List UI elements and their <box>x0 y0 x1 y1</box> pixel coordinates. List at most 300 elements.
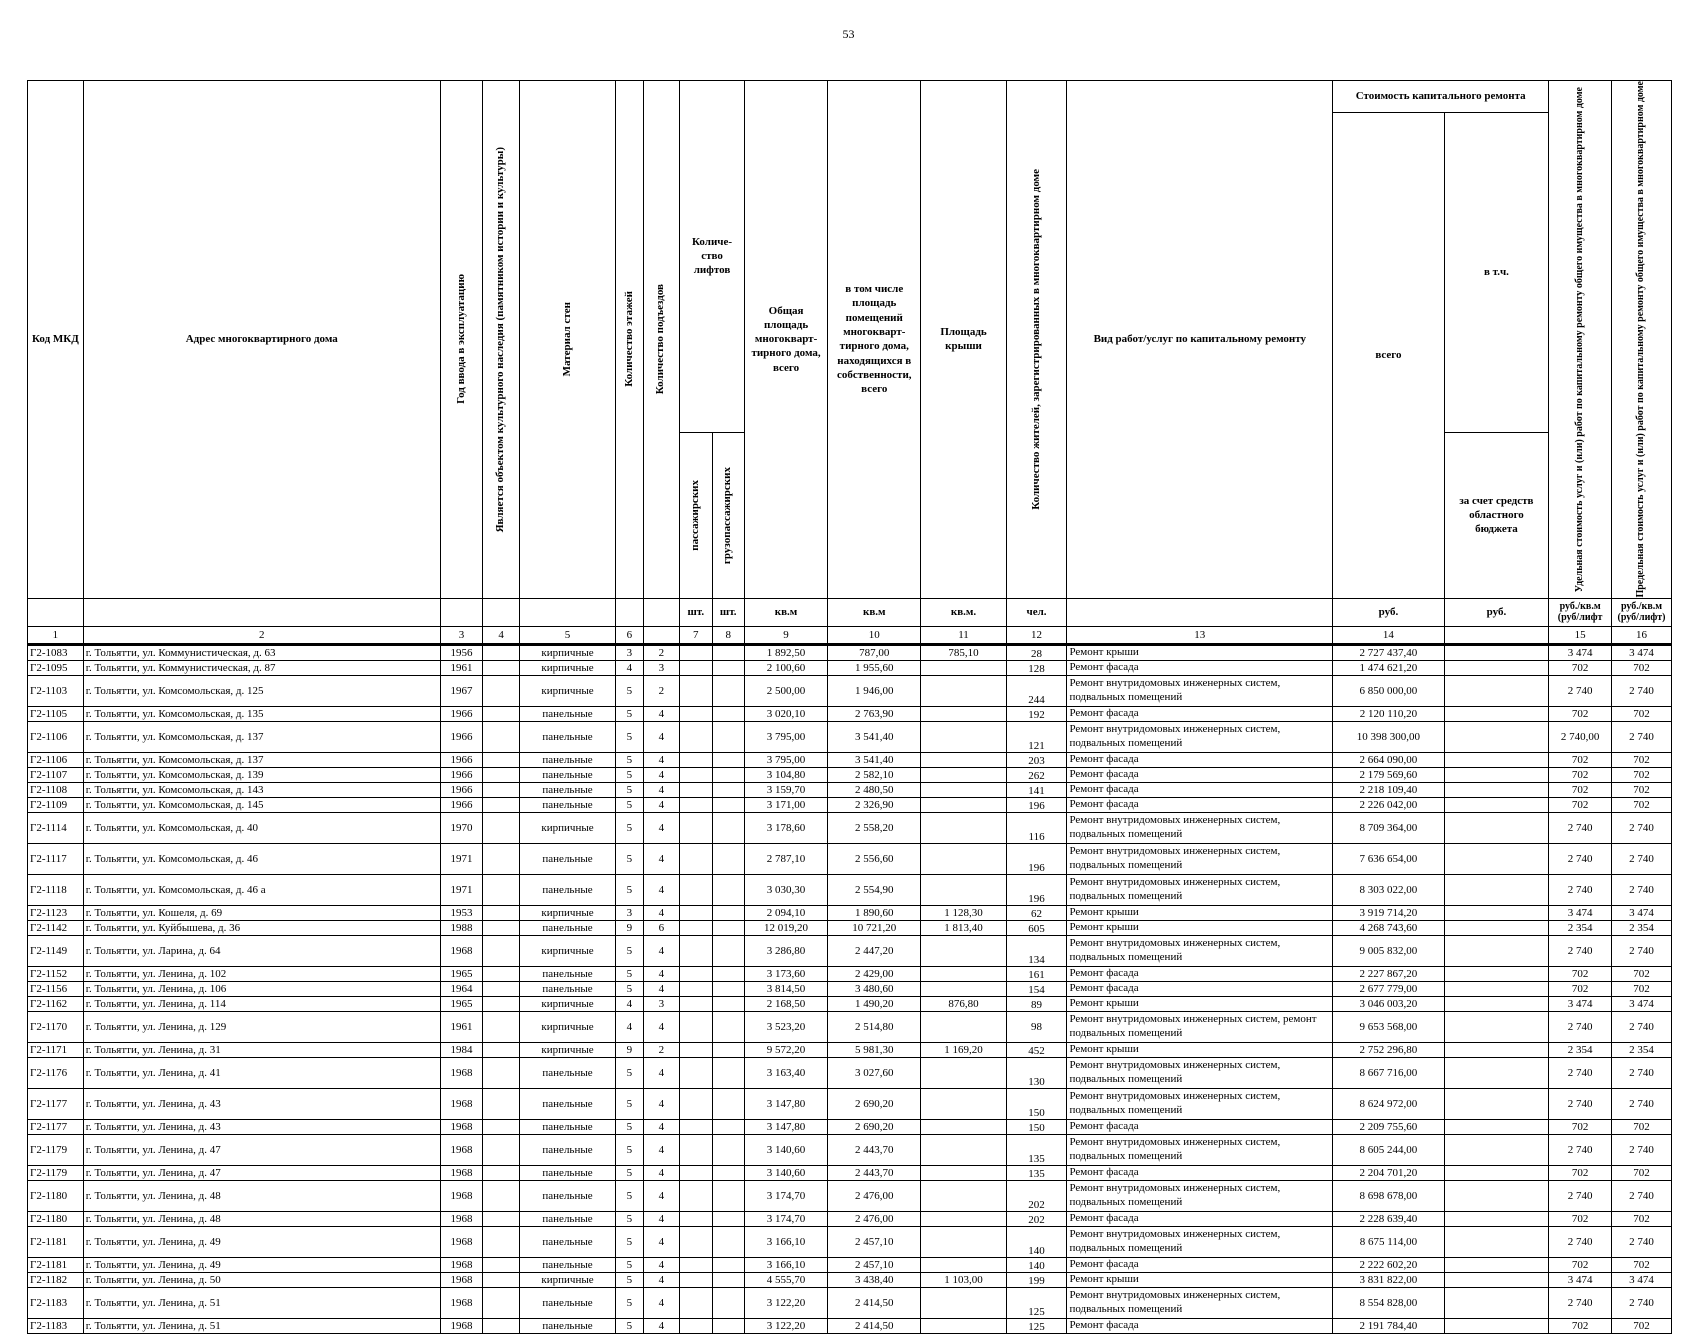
cell-lifts-cargo <box>712 706 744 721</box>
cell-unit-cost: 2 740 <box>1549 1134 1612 1165</box>
cell-code: Г2-1171 <box>28 1042 84 1057</box>
cell-unit-cost: 2 740 <box>1549 1226 1612 1257</box>
cell-work-type: Ремонт фасада <box>1067 660 1333 675</box>
cell-owned-area: 5 981,30 <box>828 1042 921 1057</box>
cell-max-cost: 702 <box>1612 706 1672 721</box>
cell-cost-regional <box>1444 1134 1548 1165</box>
cell-wall-material: панельные <box>519 706 615 721</box>
cell-year: 1966 <box>440 767 483 782</box>
cell-total-area: 3 030,30 <box>744 874 827 905</box>
cell-wall-material: панельные <box>519 981 615 996</box>
cell-cost-regional <box>1444 644 1548 660</box>
cell-address: г. Тольятти, ул. Ленина, д. 129 <box>83 1011 440 1042</box>
unit-sqm: кв.м <box>828 598 921 626</box>
cell-lifts-passenger <box>680 812 712 843</box>
cell-total-area: 12 019,20 <box>744 920 827 935</box>
cell-total-area: 2 168,50 <box>744 996 827 1011</box>
cell-roof-area <box>921 767 1006 782</box>
cell-heritage <box>483 660 520 675</box>
cell-owned-area: 2 514,80 <box>828 1011 921 1042</box>
cell-cost-regional <box>1444 752 1548 767</box>
cell-entrances: 4 <box>643 1287 680 1318</box>
cell-heritage <box>483 1165 520 1180</box>
cell-owned-area: 2 476,00 <box>828 1180 921 1211</box>
cell-cost-total: 8 698 678,00 <box>1333 1180 1445 1211</box>
cell-code: Г2-1181 <box>28 1257 84 1272</box>
cell-year: 1966 <box>440 721 483 752</box>
cell-wall-material: панельные <box>519 874 615 905</box>
cell-owned-area: 2 429,00 <box>828 966 921 981</box>
table-row <box>28 721 1672 752</box>
header-year: Год ввода в эксплуатацию <box>440 81 483 599</box>
cell-max-cost: 2 740 <box>1612 1180 1672 1211</box>
table-row <box>28 1318 1672 1333</box>
cell-cost-regional <box>1444 1119 1548 1134</box>
cell-max-cost: 3 474 <box>1612 996 1672 1011</box>
cell-max-cost: 2 740 <box>1612 675 1672 706</box>
cell-year: 1961 <box>440 660 483 675</box>
table-row <box>28 1134 1672 1165</box>
unit-pcs: шт. <box>712 598 744 626</box>
cell-wall-material: панельные <box>519 767 615 782</box>
cell-entrances: 4 <box>643 1134 680 1165</box>
cell-residents: 196 <box>1006 797 1067 812</box>
cell-unit-cost: 702 <box>1549 660 1612 675</box>
cell-address: г. Тольятти, ул. Ленина, д. 43 <box>83 1119 440 1134</box>
header-residents: Количество жителей, зарегистрированных в многоквартирном доме <box>1006 81 1067 599</box>
cell-work-type: Ремонт крыши <box>1067 996 1333 1011</box>
cell-max-cost: 2 740 <box>1612 874 1672 905</box>
cell-year: 1968 <box>440 1257 483 1272</box>
cell-floors: 5 <box>616 767 643 782</box>
column-number: 5 <box>519 626 615 644</box>
cell-address: г. Тольятти, ул. Ленина, д. 31 <box>83 1042 440 1057</box>
cell-floors: 5 <box>616 1165 643 1180</box>
cell-work-type: Ремонт фасада <box>1067 706 1333 721</box>
capital-repair-table <box>27 80 1672 1334</box>
cell-year: 1968 <box>440 1119 483 1134</box>
cell-owned-area: 2 558,20 <box>828 812 921 843</box>
header-cost-incl: в т.ч. <box>1444 113 1548 433</box>
cell-entrances: 4 <box>643 812 680 843</box>
cell-work-type: Ремонт фасада <box>1067 1318 1333 1333</box>
cell-owned-area: 2 414,50 <box>828 1287 921 1318</box>
cell-address: г. Тольятти, ул. Комсомольская, д. 46 <box>83 843 440 874</box>
cell-lifts-cargo <box>712 981 744 996</box>
cell-work-type: Ремонт внутридомовых инженерных систем, подвальных помещений <box>1067 1134 1333 1165</box>
cell-owned-area: 2 447,20 <box>828 935 921 966</box>
cell-floors: 5 <box>616 966 643 981</box>
cell-entrances: 4 <box>643 981 680 996</box>
cell-entrances: 4 <box>643 1180 680 1211</box>
cell-lifts-passenger <box>680 1211 712 1226</box>
cell-entrances: 2 <box>643 1042 680 1057</box>
cell-residents: 203 <box>1006 752 1067 767</box>
cell-roof-area <box>921 782 1006 797</box>
column-number <box>1444 626 1548 644</box>
cell-cost-total: 4 268 743,60 <box>1333 920 1445 935</box>
cell-lifts-passenger <box>680 1088 712 1119</box>
column-number: 11 <box>921 626 1006 644</box>
cell-wall-material: панельные <box>519 966 615 981</box>
cell-residents: 202 <box>1006 1211 1067 1226</box>
cell-floors: 5 <box>616 1119 643 1134</box>
cell-entrances: 3 <box>643 660 680 675</box>
cell-residents: 244 <box>1006 675 1067 706</box>
unit-pcs: шт. <box>680 598 712 626</box>
cell-year: 1965 <box>440 996 483 1011</box>
cell-lifts-passenger <box>680 1180 712 1211</box>
cell-wall-material: панельные <box>519 752 615 767</box>
cell-entrances: 4 <box>643 752 680 767</box>
cell-wall-material: кирпичные <box>519 935 615 966</box>
column-number: 15 <box>1549 626 1612 644</box>
cell-code: Г2-1095 <box>28 660 84 675</box>
table-row <box>28 1057 1672 1088</box>
cell-total-area: 3 163,40 <box>744 1057 827 1088</box>
table-body <box>28 644 1672 1333</box>
cell-address: г. Тольятти, ул. Ленина, д. 49 <box>83 1226 440 1257</box>
cell-code: Г2-1149 <box>28 935 84 966</box>
table-row <box>28 966 1672 981</box>
unit-rub: руб. <box>1444 598 1548 626</box>
cell-address: г. Тольятти, ул. Ленина, д. 50 <box>83 1272 440 1287</box>
cell-cost-total: 2 209 755,60 <box>1333 1119 1445 1134</box>
cell-wall-material: кирпичные <box>519 1042 615 1057</box>
header-roof-area: Площадь крыши <box>921 81 1006 599</box>
cell-entrances: 4 <box>643 1272 680 1287</box>
cell-cost-regional <box>1444 1042 1548 1057</box>
cell-unit-cost: 702 <box>1549 1318 1612 1333</box>
table-row <box>28 1088 1672 1119</box>
cell-work-type: Ремонт внутридомовых инженерных систем, подвальных помещений <box>1067 874 1333 905</box>
cell-roof-area <box>921 1226 1006 1257</box>
cell-lifts-cargo <box>712 1119 744 1134</box>
header-entrances: Количество подъездов <box>643 81 680 599</box>
cell-heritage <box>483 1042 520 1057</box>
cell-residents: 452 <box>1006 1042 1067 1057</box>
cell-address: г. Тольятти, ул. Ларина, д. 64 <box>83 935 440 966</box>
cell-cost-regional <box>1444 767 1548 782</box>
cell-unit-cost: 2 354 <box>1549 1042 1612 1057</box>
cell-year: 1966 <box>440 797 483 812</box>
cell-total-area: 3 159,70 <box>744 782 827 797</box>
cell-code: Г2-1105 <box>28 706 84 721</box>
unit-rate: руб./кв.м (руб/лифт) <box>1612 598 1672 626</box>
cell-lifts-cargo <box>712 782 744 797</box>
cell-roof-area <box>921 1287 1006 1318</box>
header-work-type: Вид работ/услуг по капитальному ремонту <box>1067 81 1333 599</box>
cell-lifts-passenger <box>680 767 712 782</box>
cell-work-type: Ремонт крыши <box>1067 1272 1333 1287</box>
cell-entrances: 4 <box>643 874 680 905</box>
cell-floors: 5 <box>616 1180 643 1211</box>
cell-year: 1966 <box>440 752 483 767</box>
page-number: 53 <box>842 27 855 41</box>
cell-residents: 140 <box>1006 1257 1067 1272</box>
cell-max-cost: 2 740 <box>1612 1287 1672 1318</box>
cell-lifts-passenger <box>680 782 712 797</box>
cell-total-area: 1 892,50 <box>744 644 827 660</box>
table-row <box>28 905 1672 920</box>
table-row <box>28 1226 1672 1257</box>
cell-roof-area <box>921 660 1006 675</box>
cell-max-cost: 702 <box>1612 981 1672 996</box>
cell-cost-regional <box>1444 797 1548 812</box>
cell-cost-regional <box>1444 721 1548 752</box>
cell-code: Г2-1177 <box>28 1088 84 1119</box>
cell-unit-cost: 2 740,00 <box>1549 721 1612 752</box>
cell-entrances: 4 <box>643 966 680 981</box>
cell-entrances: 2 <box>643 644 680 660</box>
cell-max-cost: 2 740 <box>1612 1134 1672 1165</box>
cell-lifts-passenger <box>680 1287 712 1318</box>
header-owned-area: в том числе площадь помещений многокварт-тирного дома, находящихся в собственности, всего <box>828 81 921 599</box>
cell-cost-regional <box>1444 981 1548 996</box>
cell-roof-area: 1 103,00 <box>921 1272 1006 1287</box>
cell-floors: 9 <box>616 920 643 935</box>
cell-address: г. Тольятти, ул. Ленина, д. 48 <box>83 1180 440 1211</box>
cell-heritage <box>483 843 520 874</box>
cell-work-type: Ремонт внутридомовых инженерных систем, подвальных помещений <box>1067 935 1333 966</box>
cell-address: г. Тольятти, ул. Ленина, д. 47 <box>83 1134 440 1165</box>
cell-year: 1961 <box>440 1011 483 1042</box>
cell-roof-area <box>921 1211 1006 1226</box>
cell-work-type: Ремонт внутридомовых инженерных систем, подвальных помещений <box>1067 812 1333 843</box>
cell-heritage <box>483 996 520 1011</box>
cell-heritage <box>483 1226 520 1257</box>
column-number: 16 <box>1612 626 1672 644</box>
cell-floors: 4 <box>616 660 643 675</box>
table-row <box>28 644 1672 660</box>
cell-wall-material: панельные <box>519 1119 615 1134</box>
cell-floors: 5 <box>616 1226 643 1257</box>
cell-cost-total: 2 752 296,80 <box>1333 1042 1445 1057</box>
cell-roof-area: 876,80 <box>921 996 1006 1011</box>
cell-lifts-passenger <box>680 905 712 920</box>
cell-roof-area <box>921 966 1006 981</box>
cell-roof-area: 1 169,20 <box>921 1042 1006 1057</box>
cell-entrances: 4 <box>643 1211 680 1226</box>
header-unit-cost: Удельная стоимость услуг и (или) работ по капитальному ремонту общего имущества в многоквартирном доме <box>1549 81 1612 599</box>
cell-cost-regional <box>1444 874 1548 905</box>
cell-entrances: 2 <box>643 675 680 706</box>
cell-year: 1988 <box>440 920 483 935</box>
cell-owned-area: 3 438,40 <box>828 1272 921 1287</box>
cell-entrances: 4 <box>643 767 680 782</box>
cell-year: 1953 <box>440 905 483 920</box>
cell-floors: 4 <box>616 996 643 1011</box>
cell-address: г. Тольятти, ул. Куйбышева, д. 36 <box>83 920 440 935</box>
cell-code: Г2-1170 <box>28 1011 84 1042</box>
cell-residents: 28 <box>1006 644 1067 660</box>
cell-unit-cost: 702 <box>1549 767 1612 782</box>
cell-cost-total: 2 179 569,60 <box>1333 767 1445 782</box>
cell-cost-regional <box>1444 843 1548 874</box>
cell-max-cost: 2 740 <box>1612 843 1672 874</box>
cell-residents: 196 <box>1006 843 1067 874</box>
header-max-cost: Предельная стоимость услуг и (или) работ по капитальному ремонту общего имущества в многоквартирном доме <box>1612 81 1672 599</box>
cell-code: Г2-1179 <box>28 1165 84 1180</box>
cell-heritage <box>483 1119 520 1134</box>
cell-cost-total: 8 605 244,00 <box>1333 1134 1445 1165</box>
cell-roof-area <box>921 874 1006 905</box>
cell-residents: 134 <box>1006 935 1067 966</box>
cell-total-area: 3 147,80 <box>744 1088 827 1119</box>
table-row <box>28 706 1672 721</box>
cell-cost-total: 2 227 867,20 <box>1333 966 1445 981</box>
cell-total-area: 3 104,80 <box>744 767 827 782</box>
cell-lifts-cargo <box>712 1318 744 1333</box>
cell-roof-area <box>921 721 1006 752</box>
header-address: Адрес многоквартирного дома <box>83 81 440 599</box>
cell-address: г. Тольятти, ул. Комсомольская, д. 145 <box>83 797 440 812</box>
cell-address: г. Тольятти, ул. Ленина, д. 41 <box>83 1057 440 1088</box>
cell-total-area: 3 286,80 <box>744 935 827 966</box>
cell-total-area: 3 147,80 <box>744 1119 827 1134</box>
cell-heritage <box>483 1134 520 1165</box>
cell-max-cost: 702 <box>1612 1211 1672 1226</box>
cell-code: Г2-1177 <box>28 1119 84 1134</box>
cell-heritage <box>483 1318 520 1333</box>
cell-code: Г2-1103 <box>28 675 84 706</box>
cell-total-area: 3 122,20 <box>744 1287 827 1318</box>
cell-owned-area: 2 457,10 <box>828 1226 921 1257</box>
cell-cost-total: 2 727 437,40 <box>1333 644 1445 660</box>
table-row <box>28 1119 1672 1134</box>
cell-total-area: 3 795,00 <box>744 721 827 752</box>
cell-owned-area: 2 763,90 <box>828 706 921 721</box>
cell-unit-cost: 3 474 <box>1549 996 1612 1011</box>
cell-unit-cost: 3 474 <box>1549 1272 1612 1287</box>
cell-wall-material: кирпичные <box>519 1011 615 1042</box>
cell-unit-cost: 2 740 <box>1549 1287 1612 1318</box>
cell-work-type: Ремонт внутридомовых инженерных систем, подвальных помещений <box>1067 1287 1333 1318</box>
cell-floors: 5 <box>616 1134 643 1165</box>
cell-total-area: 3 173,60 <box>744 966 827 981</box>
cell-heritage <box>483 966 520 981</box>
cell-lifts-passenger <box>680 1318 712 1333</box>
cell-roof-area <box>921 812 1006 843</box>
cell-residents: 98 <box>1006 1011 1067 1042</box>
cell-lifts-cargo <box>712 812 744 843</box>
cell-floors: 5 <box>616 1057 643 1088</box>
cell-cost-total: 2 664 090,00 <box>1333 752 1445 767</box>
cell-max-cost: 2 740 <box>1612 721 1672 752</box>
cell-floors: 5 <box>616 1318 643 1333</box>
cell-lifts-cargo <box>712 1165 744 1180</box>
column-number-row <box>28 626 1672 644</box>
cell-heritage <box>483 1180 520 1211</box>
cell-wall-material: кирпичные <box>519 660 615 675</box>
cell-address: г. Тольятти, ул. Ленина, д. 106 <box>83 981 440 996</box>
cell-owned-area: 2 690,20 <box>828 1088 921 1119</box>
cell-lifts-cargo <box>712 1272 744 1287</box>
table-row <box>28 1165 1672 1180</box>
cell-work-type: Ремонт внутридомовых инженерных систем, подвальных помещений <box>1067 675 1333 706</box>
cell-total-area: 3 795,00 <box>744 752 827 767</box>
cell-owned-area: 3 027,60 <box>828 1057 921 1088</box>
cell-heritage <box>483 1211 520 1226</box>
cell-year: 1966 <box>440 782 483 797</box>
cell-cost-regional <box>1444 706 1548 721</box>
cell-year: 1968 <box>440 1318 483 1333</box>
cell-wall-material: панельные <box>519 1226 615 1257</box>
cell-owned-area: 1 946,00 <box>828 675 921 706</box>
cell-unit-cost: 2 740 <box>1549 1180 1612 1211</box>
cell-work-type: Ремонт крыши <box>1067 1042 1333 1057</box>
cell-address: г. Тольятти, ул. Комсомольская, д. 143 <box>83 782 440 797</box>
table-row <box>28 843 1672 874</box>
cell-work-type: Ремонт фасада <box>1067 1119 1333 1134</box>
cell-total-area: 3 166,10 <box>744 1226 827 1257</box>
cell-year: 1968 <box>440 1057 483 1088</box>
cell-year: 1965 <box>440 966 483 981</box>
table-row <box>28 797 1672 812</box>
cell-entrances: 4 <box>643 1257 680 1272</box>
header-floors: Количество этажей <box>616 81 643 599</box>
header-walls: Материал стен <box>519 81 615 599</box>
cell-lifts-passenger <box>680 1057 712 1088</box>
cell-lifts-passenger <box>680 1226 712 1257</box>
cell-heritage <box>483 920 520 935</box>
cell-lifts-cargo <box>712 905 744 920</box>
cell-entrances: 3 <box>643 996 680 1011</box>
cell-floors: 3 <box>616 905 643 920</box>
cell-year: 1970 <box>440 812 483 843</box>
unit-rub: руб. <box>1333 598 1445 626</box>
cell-cost-regional <box>1444 660 1548 675</box>
cell-max-cost: 3 474 <box>1612 644 1672 660</box>
cell-entrances: 4 <box>643 1088 680 1119</box>
cell-address: г. Тольятти, ул. Ленина, д. 43 <box>83 1088 440 1119</box>
cell-code: Г2-1180 <box>28 1180 84 1211</box>
cell-address: г. Тольятти, ул. Кошеля, д. 69 <box>83 905 440 920</box>
cell-unit-cost: 2 740 <box>1549 675 1612 706</box>
cell-code: Г2-1181 <box>28 1226 84 1257</box>
cell-residents: 154 <box>1006 981 1067 996</box>
cell-address: г. Тольятти, ул. Комсомольская, д. 139 <box>83 767 440 782</box>
cell-max-cost: 2 354 <box>1612 1042 1672 1057</box>
cell-code: Г2-1106 <box>28 752 84 767</box>
cell-wall-material: кирпичные <box>519 812 615 843</box>
cell-lifts-cargo <box>712 1042 744 1057</box>
column-number: 13 <box>1067 626 1333 644</box>
column-number: 12 <box>1006 626 1067 644</box>
cell-year: 1968 <box>440 1165 483 1180</box>
cell-wall-material: кирпичные <box>519 1272 615 1287</box>
cell-lifts-passenger <box>680 1134 712 1165</box>
cell-max-cost: 702 <box>1612 1165 1672 1180</box>
cell-wall-material: панельные <box>519 1134 615 1165</box>
cell-cost-total: 2 191 784,40 <box>1333 1318 1445 1333</box>
cell-entrances: 4 <box>643 1165 680 1180</box>
cell-owned-area: 2 480,50 <box>828 782 921 797</box>
cell-unit-cost: 702 <box>1549 1211 1612 1226</box>
cell-lifts-passenger <box>680 935 712 966</box>
cell-lifts-cargo <box>712 1226 744 1257</box>
cell-work-type: Ремонт внутридомовых инженерных систем, подвальных помещений <box>1067 721 1333 752</box>
header-lifts-cargo: грузопассажирских <box>712 432 744 598</box>
cell-max-cost: 702 <box>1612 797 1672 812</box>
cell-work-type: Ремонт фасада <box>1067 752 1333 767</box>
cell-work-type: Ремонт фасада <box>1067 981 1333 996</box>
cell-address: г. Тольятти, ул. Комсомольская, д. 135 <box>83 706 440 721</box>
cell-residents: 161 <box>1006 966 1067 981</box>
table-row <box>28 920 1672 935</box>
cell-floors: 3 <box>616 644 643 660</box>
table-row <box>28 1042 1672 1057</box>
